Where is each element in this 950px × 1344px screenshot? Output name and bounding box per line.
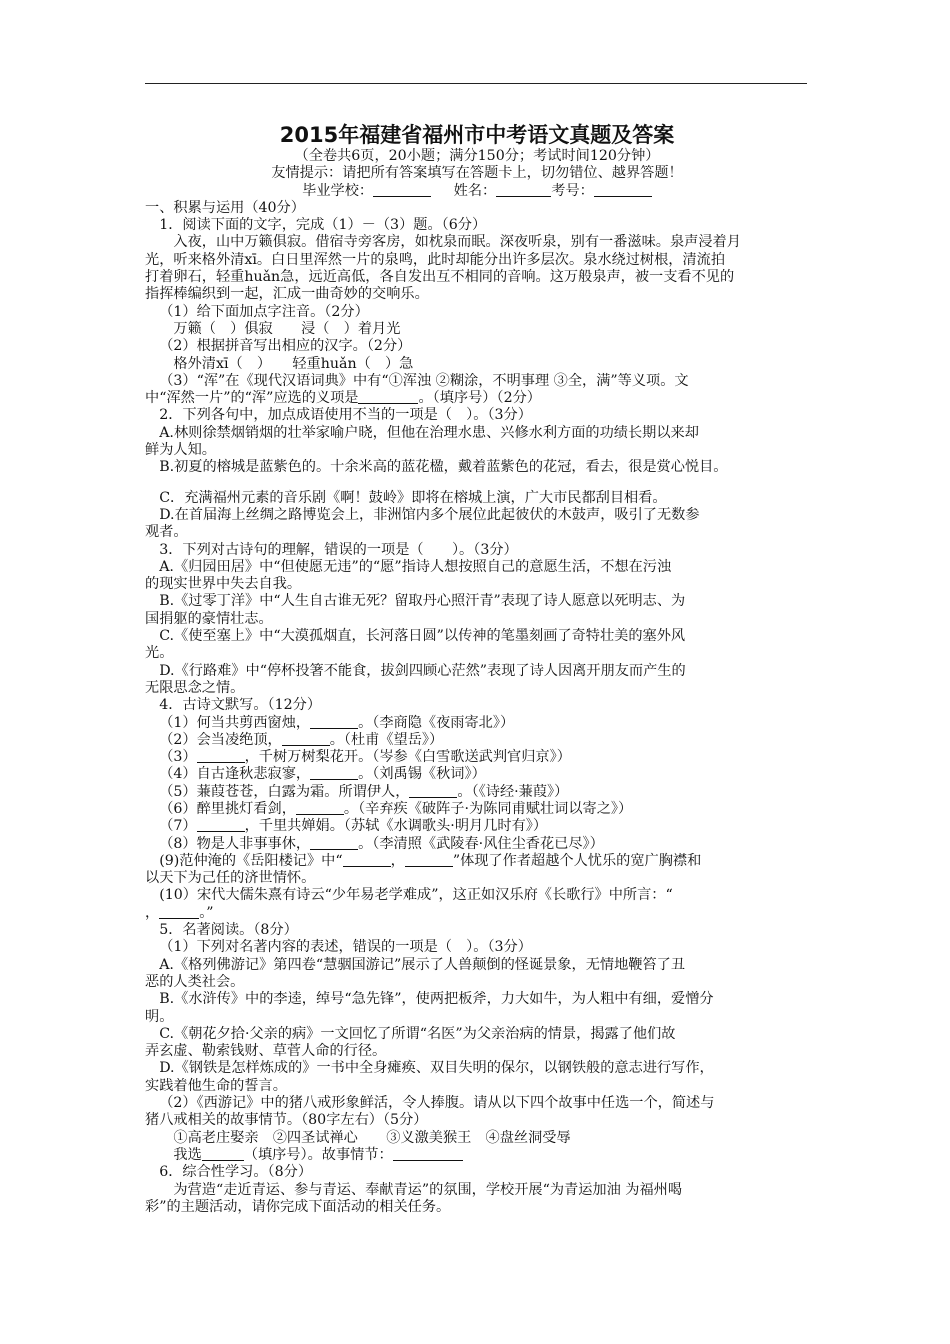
- q1-stem: 1．阅读下面的文字，完成（1）－（3）题。（6分）: [159, 217, 487, 234]
- q4-line: [145, 749, 809, 766]
- q4-line-tail: ，千树万树梨花开。（岑参《白雪歌送武判官归京》）: [244, 749, 571, 766]
- q3-option-a: A.《归园田居》中“但使愿无违”的“愿”指诗人想按照自己的意愿生活，不想在污浊: [159, 558, 672, 575]
- q5-option-b: B.《水浒传》中的李逵，绰号“急先锋”，使两把板斧，力大如牛，为人粗中有细，爱憎分: [159, 991, 714, 1008]
- q5-story-options: ①高老庄娶亲 ②四圣试禅心 ③义激美猴王 ④盘丝洞受辱: [173, 1129, 571, 1146]
- q2-stem: 2．下列各句中，加点成语使用不当的一项是（ ）。（3分）: [159, 407, 532, 424]
- q4-blank[interactable]: [310, 766, 358, 780]
- q5-option-c-cont: 弄玄虚、勒索钱财、草菅人命的行径。: [145, 1043, 387, 1060]
- q3-option-d: D.《行路难》中“停杯投箸不能食，拔剑四顾心茫然”表现了诗人因离开朋友而产生的: [159, 662, 686, 679]
- q4-line-tail: ”体现了作者超越个人忧乐的宽广胸襟和: [452, 852, 702, 869]
- q5-choice-line: [145, 1147, 809, 1164]
- q4-line: [145, 853, 809, 870]
- q4-blank[interactable]: [310, 836, 358, 850]
- q4-stem: 4．古诗文默写。（12分）: [159, 697, 322, 714]
- q5-option-d: D.《钢铁是怎样炼成的》一书中全身瘫痪、双目失明的保尔，以钢铁般的意志进行写作，: [159, 1060, 714, 1077]
- q2-option-a-cont: 鲜为人知。: [145, 442, 216, 459]
- q4-line-text: （3）: [159, 749, 197, 766]
- q1-sub3-text: 中“浑然一片”的“浑”应选的义项是: [145, 390, 359, 407]
- q2-option-a: A.林则徐禁烟销烟的壮举家喻户晓，但他在治理水患、兴修水利方面的功绩长期以来却: [159, 424, 699, 441]
- q3-option-b: B.《过零丁洋》中“人生自古谁无死？留取丹心照汗青”表现了诗人愿意以死明志、为: [159, 593, 686, 610]
- q4-line-text: （1）何当共剪西窗烛，: [159, 714, 311, 731]
- header-rule: [145, 83, 807, 84]
- q4-line-text: （8）物是人非事事休，: [159, 835, 311, 852]
- q6-text-cont: 彩”的主题活动，请你完成下面活动的相关任务。: [145, 1198, 451, 1215]
- q4-line: [145, 784, 809, 801]
- q5-choice-text: 我选: [173, 1146, 202, 1163]
- q1-passage-line: 打着卵石，轻重huǎn急，远近高低，各自发出互不相同的音响。这万般泉声，被一支看不见的: [145, 269, 735, 286]
- q4-line-tail: 。（李商隐《夜雨寄北》）: [358, 714, 515, 731]
- exam-meta: （全卷共6页，20小题；满分150分；考试时间120分钟）: [294, 148, 660, 164]
- q2-option-b: B.初夏的榕城是蓝紫色的。十余米高的蓝花楹，戴着蓝紫色的花冠，看去，很是赏心悦目。: [159, 459, 728, 476]
- page-title: 2015年福建省福州市中考语文真题及答案: [279, 123, 675, 147]
- q4-line-sep: ，: [390, 852, 405, 869]
- q1-sub3-tail: 。（填序号）（2分）: [418, 390, 541, 407]
- student-info-line: [145, 183, 809, 200]
- q5-option-a-cont: 恶的人类社会。: [145, 973, 245, 990]
- q2-option-d: D.在首届海上丝绸之路博览会上，非洲馆内多个展位此起彼伏的木鼓声，吸引了无数参: [159, 506, 700, 523]
- q4-line-text: （5）蒹葭苍苍，白露为霜。所谓伊人，: [159, 783, 410, 800]
- q6-text: 为营造“走近青运、参与青运、奉献青运”的氛围，学校开展“为青运加油 为福州喝: [173, 1181, 683, 1198]
- q1-sub3-line2: [145, 390, 809, 407]
- q4-line-tail: 。（李清照《武陵春·风住尘香花已尽》）: [358, 835, 604, 852]
- q5-sub2: （2）《西游记》中的猪八戒形象鲜活，令人捧腹。请从以下四个故事中任选一个，简述与: [159, 1095, 715, 1112]
- q3-stem: 3．下列对古诗句的理解，错误的一项是（ ）。（3分）: [159, 541, 518, 558]
- q4-line-tail: 。（《诗经·蒹葭》）: [457, 783, 569, 800]
- q4-blank[interactable]: [282, 732, 330, 746]
- q4-line-text: （4）自古逢秋悲寂寥，: [159, 766, 311, 783]
- q4-line-text: （7）: [159, 818, 197, 835]
- exam-no-label: 考号：: [551, 182, 594, 199]
- q3-option-d-cont: 无限思念之情。: [145, 679, 245, 696]
- spacer: [145, 477, 809, 490]
- q5-sub2-cont: 猪八戒相关的故事情节。（80字左右）（5分）: [145, 1112, 428, 1129]
- q4-line: [145, 818, 809, 835]
- q3-option-c-cont: 光。: [145, 645, 174, 662]
- q1-sub3-blank[interactable]: [358, 390, 418, 404]
- exam-tip: 友情提示：请把所有答案填写在答题卡上，切勿错位、越界答题！: [271, 165, 683, 182]
- q4-line-tail: ，千里共婵娟。（苏轼《水调歌头·明月几时有》）: [244, 818, 548, 835]
- q4-blank[interactable]: [197, 818, 245, 832]
- q2-option-d-cont: 观者。: [145, 524, 188, 541]
- q4-line-text: （6）醉里挑灯看剑，: [159, 800, 296, 817]
- q5-choice-tail: （填序号）。故事情节：: [243, 1146, 393, 1163]
- q1-sub3: （3）“浑”在《现代汉语词典》中有“①浑浊 ②糊涂，不明事理 ③全，满”等义项。文: [159, 372, 689, 389]
- q5-stem: 5．名著阅读。（8分）: [159, 922, 298, 939]
- q4-blank[interactable]: [197, 749, 245, 763]
- q4-line: [145, 836, 809, 853]
- q4-blank[interactable]: [296, 801, 344, 815]
- q4-line-tail: 。（辛弃疾《破阵子·为陈同甫赋壮词以寄之》）: [343, 800, 633, 817]
- q4-line: [145, 801, 809, 818]
- q3-option-b-cont: 国捐躯的豪情壮志。: [145, 610, 273, 627]
- q4-line-text: （2）会当凌绝顶，: [159, 731, 282, 748]
- q4-line: [145, 766, 809, 783]
- q4-line-tail: 。（杜甫《望岳》）: [329, 731, 444, 748]
- section-heading: 一、积累与运用（40分）: [145, 199, 305, 216]
- q4-line-tail: 。”: [199, 904, 214, 921]
- q5-option-d-cont: 实践着他生命的誓言。: [145, 1077, 287, 1094]
- q5-story-blank[interactable]: [393, 1147, 463, 1161]
- q4-line: (10）宋代大儒朱熹有诗云“少年易老学难成”，这正如汉乐府《长歌行》中所言：“: [159, 887, 673, 904]
- exam-content: [145, 118, 809, 1216]
- q5-option-a: A.《格列佛游记》第四卷“慧骃国游记”展示了人兽颠倒的怪诞景象，无情地鞭笞了丑: [159, 956, 686, 973]
- q4-line-cont: [145, 905, 809, 922]
- q4-blank[interactable]: [159, 905, 199, 919]
- school-label: 毕业学校：: [302, 182, 374, 199]
- q5-option-c: C.《朝花夕拾·父亲的病》一文回忆了所谓“名医”为父亲治病的情景，揭露了他们故: [159, 1025, 676, 1042]
- q1-passage-line: 光，听来格外清xī。白日里浑然一片的泉鸣，此时却能分出许多层次。泉水绕过树根，清流拍: [145, 251, 726, 268]
- q1-sub2: （2）根据拼音写出相应的汉字。（2分）: [159, 338, 412, 355]
- q1-sub1: （1）给下面加点字注音。（2分）: [159, 303, 369, 320]
- exam-no-field[interactable]: [594, 183, 652, 197]
- q4-blank[interactable]: [405, 853, 453, 867]
- name-field[interactable]: [496, 183, 551, 197]
- q1-passage-line: 入夜，山中万籁俱寂。借宿寺旁客房，如枕泉而眠。深夜听泉，别有一番滋味。泉声浸着月: [173, 234, 741, 251]
- q1-sub1-items: 万籁（ ）俱寂 浸（ ）着月光: [173, 320, 401, 337]
- name-label: 姓名：: [453, 182, 497, 199]
- q4-line: [145, 715, 809, 732]
- q3-option-c: C.《使至塞上》中“大漠孤烟直，长河落日圆”以传神的笔墨刻画了奇特壮美的塞外风: [159, 628, 686, 645]
- q4-line: [145, 732, 809, 749]
- q4-blank[interactable]: [310, 715, 358, 729]
- q4-line-text: (9)范仲淹的《岳阳楼记》中“: [159, 852, 343, 869]
- q5-sub1: （1）下列对名著内容的表述，错误的一项是（ ）。（3分）: [159, 939, 532, 956]
- q4-blank[interactable]: [409, 784, 457, 798]
- q6-stem: 6．综合性学习。（8分）: [159, 1164, 313, 1181]
- q4-blank[interactable]: [343, 853, 391, 867]
- q5-choice-blank[interactable]: [202, 1147, 244, 1161]
- q2-option-c: C．充满福州元素的音乐剧《啊！鼓岭》即将在榕城上演，广大市民都刮目相看。: [159, 489, 667, 506]
- q1-sub2-items: 格外清xī（ ） 轻重huǎn（ ）急: [173, 355, 414, 372]
- q4-line-text: ，: [145, 904, 160, 921]
- q3-option-a-cont: 的现实世界中失去自我。: [145, 576, 302, 593]
- q4-line-cont: 以天下为己任的济世情怀。: [145, 870, 316, 887]
- school-field[interactable]: [373, 183, 431, 197]
- q1-passage-line: 指挥棒编织到一起，汇成一曲奇妙的交响乐。: [145, 286, 429, 303]
- q5-option-b-cont: 明。: [145, 1008, 174, 1025]
- q4-line-tail: 。（刘禹锡《秋词》）: [358, 766, 486, 783]
